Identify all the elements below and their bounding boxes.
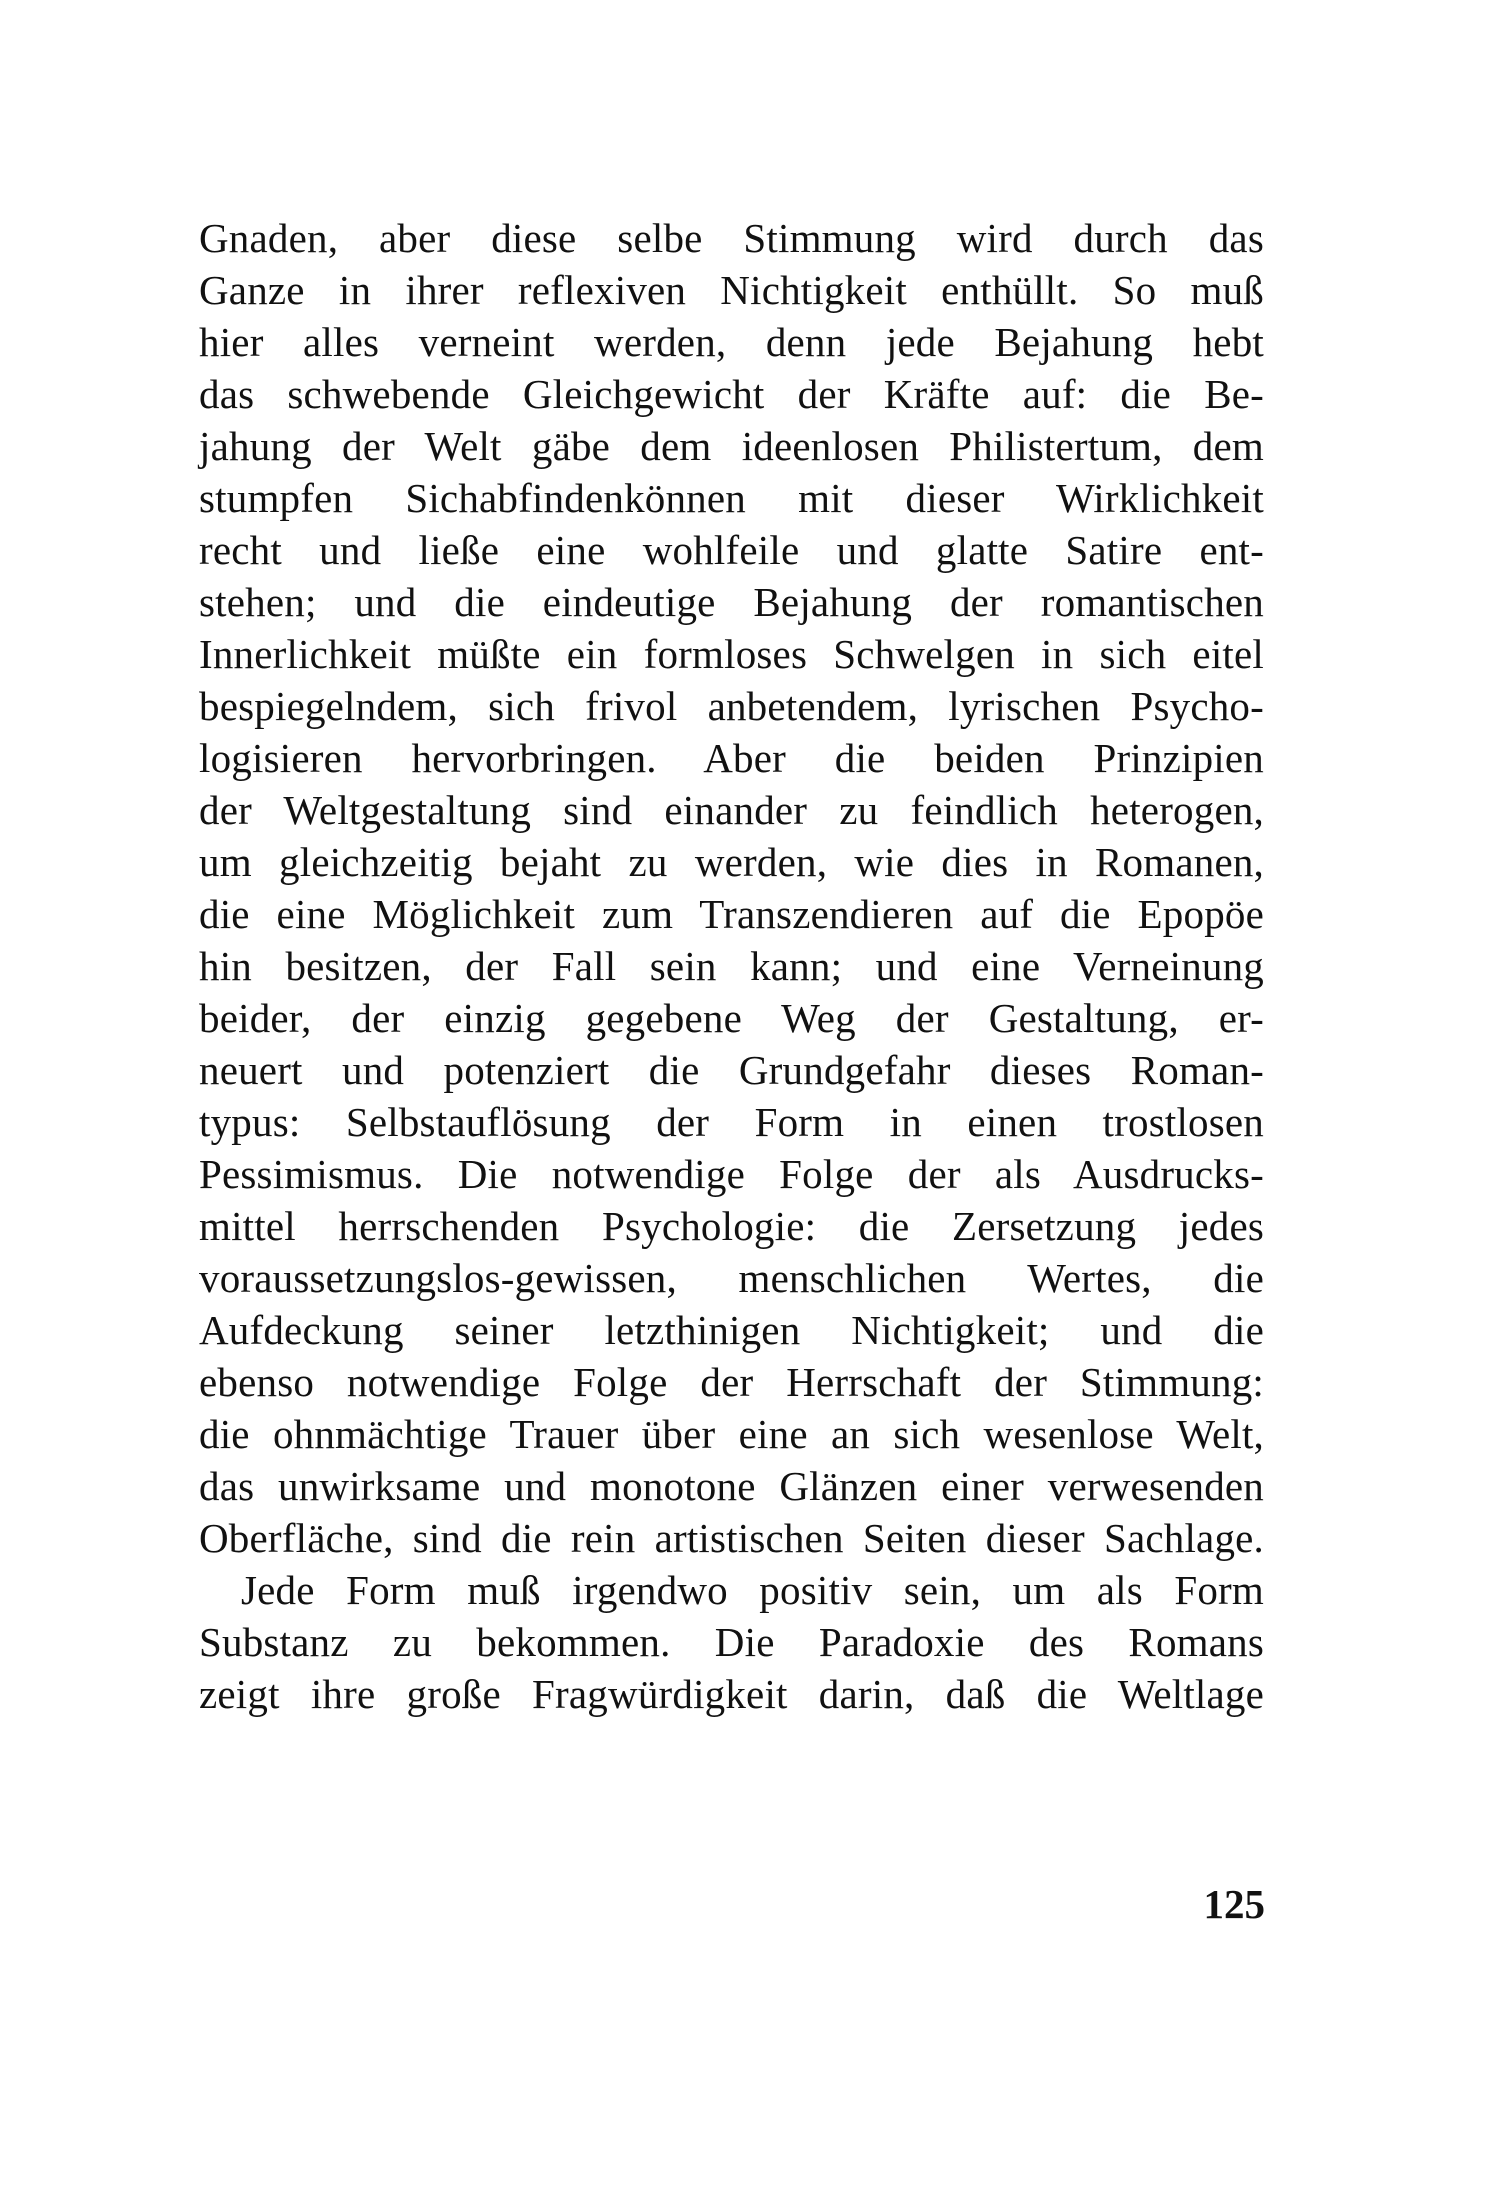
text-line: Jede Form muß irgendwo positiv sein, um als Form — [241, 1567, 1264, 1613]
text-line: das unwirksame und monotone Glänzen einer verwesenden — [199, 1463, 1264, 1509]
text-line: Gnaden, aber diese selbe Stimmung wird durch das — [199, 215, 1264, 261]
paragraph-2 — [199, 1564, 1264, 1720]
text-line: zeigt ihre große Fragwürdigkeit darin, daß die Weltlage — [199, 1671, 1264, 1717]
text-line: neuert und potenziert die Grundgefahr dieses Roman- — [199, 1047, 1264, 1093]
text-line: voraussetzungslos-gewissen, menschlichen Wertes, die — [199, 1255, 1264, 1301]
text-line: das schwebende Gleichgewicht der Kräfte auf: die Be- — [199, 371, 1264, 417]
text-line: recht und ließe eine wohlfeile und glatte Satire ent- — [199, 527, 1264, 573]
text-line: stehen; und die eindeutige Bejahung der romantischen — [199, 579, 1264, 625]
text-line: mittel herrschenden Psychologie: die Zersetzung jedes — [199, 1203, 1264, 1249]
text-line: bespiegelndem, sich frivol anbetendem, lyrischen Psycho- — [199, 683, 1264, 729]
text-line: der Weltgestaltung sind einander zu feindlich heterogen, — [199, 787, 1264, 833]
text-line: Oberfläche, sind die rein artistischen Seiten dieser Sachlage. — [199, 1515, 1264, 1561]
text-line: jahung der Welt gäbe dem ideenlosen Philistertum, dem — [199, 423, 1264, 469]
text-line: hin besitzen, der Fall sein kann; und eine Verneinung — [199, 943, 1264, 989]
text-line: stumpfen Sichabfindenkönnen mit dieser Wirklichkeit — [199, 475, 1264, 521]
paragraph-1 — [199, 212, 1264, 1564]
text-line: die eine Möglichkeit zum Transzendieren auf die Epopöe — [199, 891, 1264, 937]
text-line: Aufdeckung seiner letzthinigen Nichtigkeit; und die — [199, 1307, 1264, 1353]
text-line: Innerlichkeit müßte ein formloses Schwelgen in sich eitel — [199, 631, 1264, 677]
text-line: Substanz zu bekommen. Die Paradoxie des Romans — [199, 1619, 1264, 1665]
body-text — [199, 212, 1264, 1720]
text-line: Ganze in ihrer reflexiven Nichtigkeit enthüllt. So muß — [199, 267, 1264, 313]
text-line: hier alles verneint werden, denn jede Bejahung hebt — [199, 319, 1264, 365]
text-line: typus: Selbstauflösung der Form in einen trostlosen — [199, 1099, 1264, 1145]
text-line: ebenso notwendige Folge der Herrschaft der Stimmung: — [199, 1359, 1264, 1405]
text-line: die ohnmächtige Trauer über eine an sich wesenlose Welt, — [199, 1411, 1264, 1457]
text-line: Pessimismus. Die notwendige Folge der als Ausdrucks- — [199, 1151, 1264, 1197]
text-line: beider, der einzig gegebene Weg der Gestaltung, er- — [199, 995, 1264, 1041]
text-line: um gleichzeitig bejaht zu werden, wie dies in Romanen, — [199, 839, 1264, 885]
page-number: 125 — [1203, 1881, 1265, 1927]
text-line: logisieren hervorbringen. Aber die beiden Prinzipien — [199, 735, 1264, 781]
